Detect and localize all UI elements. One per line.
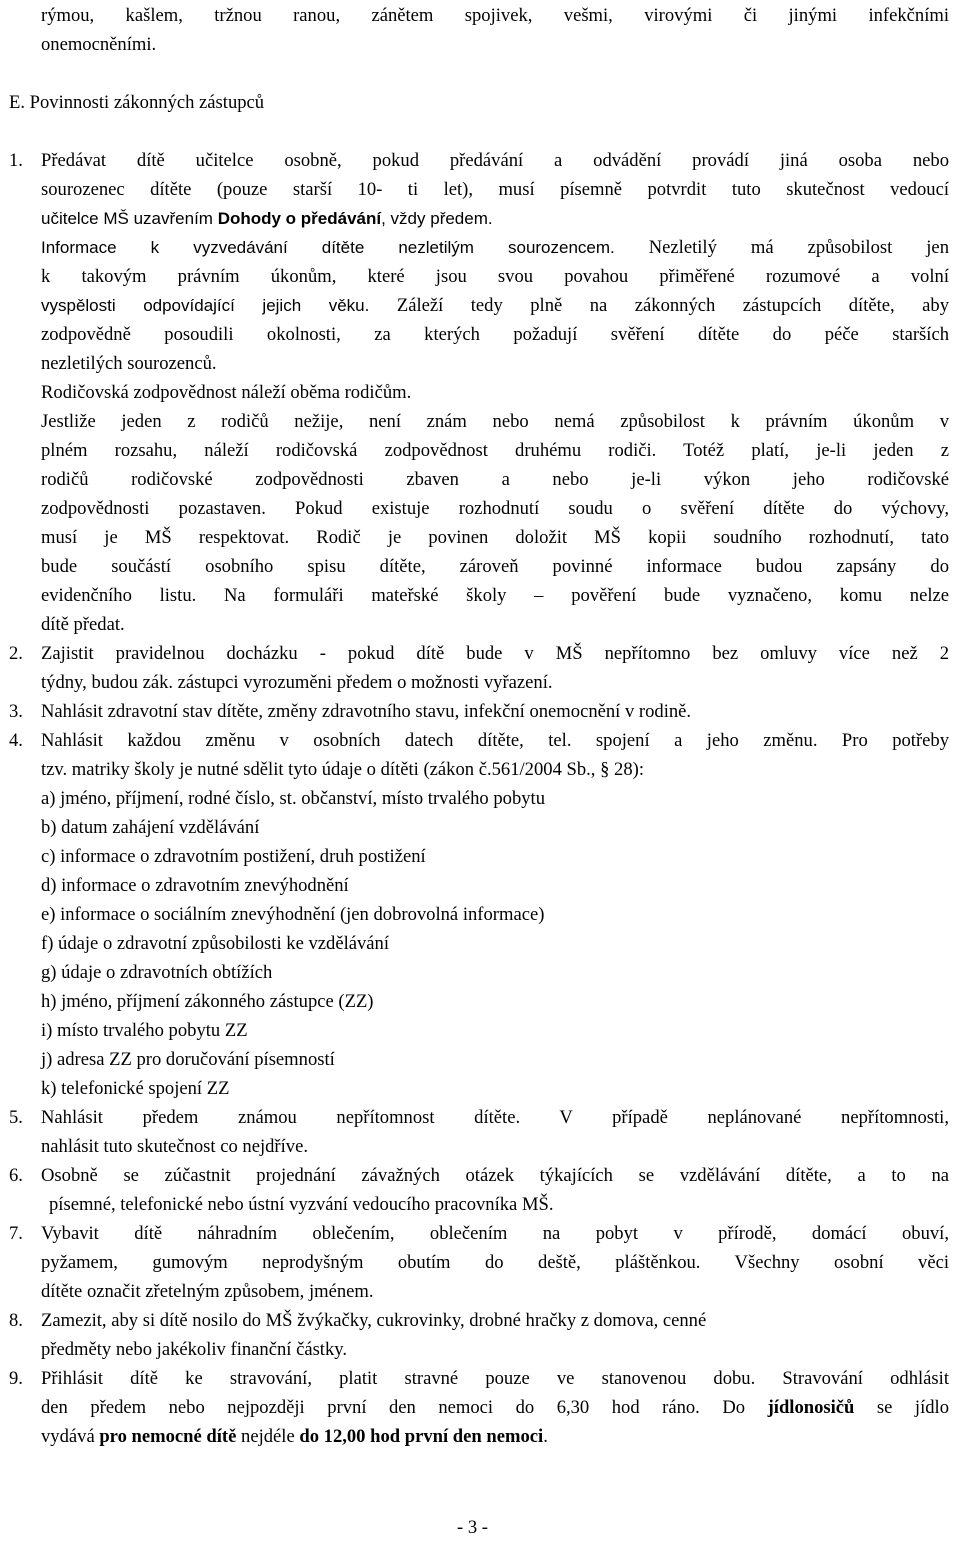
paragraph-line: Zamezit, aby si dítě nosilo do MŠ žvýkačky, cukrovinky, drobné hračky z domova, cenné [41,1310,707,1331]
paragraph-line: plném rozsahu, náleží rodičovská zodpovědnost druhému rodiči. Totéž platí, je-li jeden z [41,440,949,461]
text-span: Záleží tedy plně na zákonných zástupcích dítěte, aby [369,295,950,316]
item-number: 3. [9,701,23,722]
paragraph-line: předměty nebo jakékoliv finanční částky. [41,1339,348,1360]
text-span: se jídlo [854,1397,949,1418]
list-item: e) informace o sociálním znevýhodnění (jen dobrovolná informace) [41,904,545,925]
text-span: Informace k vyzvedávání dítěte nezletilým sourozencem. [41,238,615,257]
item-number: 9. [9,1368,23,1389]
paragraph-line [41,233,949,262]
paragraph-line: dítě předat. [41,614,125,635]
item-number: 7. [9,1223,23,1244]
paragraph-line [41,204,493,233]
paragraph-line: musí je MŠ respektovat. Rodič je povinen doložit MŠ kopii soudního rozhodnutí, tato [41,527,949,548]
paragraph-line: sourozenec dítěte (pouze starší 10- ti let), musí písemně potvrdit tuto skutečnost vedoucí [41,179,949,200]
text-span: nejdéle [236,1426,300,1447]
list-item: b) datum zahájení vzdělávání [41,817,260,838]
paragraph-line: bude součástí osobního spisu dítěte, zároveň povinné informace budou zapsány do [41,556,949,577]
text-span: učitelce MŠ uzavřením [41,209,218,228]
intro-line: rýmou, kašlem, tržnou ranou, zánětem spojivek, vešmi, virovými či jinými infekčními [41,5,949,26]
paragraph-line: Přihlásit dítě ke stravování, platit stravné pouze ve stanovenou dobu. Stravování odhlásit [41,1368,949,1389]
text-span: vydává [41,1426,100,1447]
text-span: den předem nebo nejpozději první den nemoci do 6,30 hod ráno. Do [41,1397,768,1418]
list-item: h) jméno, příjmení zákonného zástupce (ZZ) [41,991,374,1012]
list-item: c) informace o zdravotním postižení, druh postižení [41,846,426,867]
list-item: i) místo trvalého pobytu ZZ [41,1020,248,1041]
text-span: Nezletilý má způsobilost jen [614,237,949,258]
paragraph-line: zodpovědnosti pozastaven. Pokud existuje rozhodnutí soudu o svěření dítěte do výchovy, [41,498,949,519]
bold-text: Dohody o předávání [217,209,382,228]
paragraph-line: Předávat dítě učitelce osobně, pokud předávání a odvádění provádí jiná osoba nebo [41,150,949,171]
paragraph-line: k takovým právním úkonům, které jsou svou povahou přiměřené rozumové a volní [41,266,949,287]
paragraph-line: týdny, budou zák. zástupci vyrozuměni předem o možnosti vyřazení. [41,672,553,693]
page-number: - 3 - [457,1517,488,1538]
paragraph-line: Zajistit pravidelnou docházku - pokud dítě bude v MŠ nepřítomno bez omluvy více než 2 [41,643,949,664]
item-number: 5. [9,1107,23,1128]
paragraph-line: Osobně se zúčastnit projednání závažných otázek týkajících se vzdělávání dítěte, a to na [41,1165,949,1186]
item-number: 6. [9,1165,23,1186]
list-item: f) údaje o zdravotní způsobilosti ke vzdělávání [41,933,390,954]
paragraph-line: pyžamem, gumovým neprodyšným obutím do deště, pláštěnkou. Všechny osobní věci [41,1252,949,1273]
intro-line: onemocněními. [41,34,157,55]
paragraph-line: Rodičovská zodpovědnost náleží oběma rodičům. [41,382,412,403]
paragraph-line: písemné, telefonické nebo ústní vyzvání vedoucího pracovníka MŠ. [49,1194,554,1215]
list-item: d) informace o zdravotním znevýhodnění [41,875,349,896]
text-span: . [543,1426,548,1447]
bold-text: jídlonosičů [767,1397,855,1418]
paragraph-line: tzv. matriky školy je nutné sdělit tyto údaje o dítěti (zákon č.561/2004 Sb., § 28): [41,759,644,780]
paragraph-line: Nahlásit zdravotní stav dítěte, změny zdravotního stavu, infekční onemocnění v rodině. [41,701,692,722]
paragraph-line: Jestliže jeden z rodičů nežije, není znám nebo nemá způsobilost k právním úkonům v [41,411,949,432]
list-item: k) telefonické spojení ZZ [41,1078,230,1099]
paragraph-line: Vybavit dítě náhradním oblečením, oblečením na pobyt v přírodě, domácí obuví, [41,1223,949,1244]
item-number: 1. [9,150,23,171]
list-item: a) jméno, příjmení, rodné číslo, st. občanství, místo trvalého pobytu [41,788,546,809]
paragraph-line: nahlásit tuto skutečnost co nejdříve. [41,1136,308,1157]
section-title: E. Povinnosti zákonných zástupců [9,92,265,113]
list-item: j) adresa ZZ pro doručování písemností [41,1049,335,1070]
paragraph-line: zodpovědně posoudili okolnosti, za kterých požadují svěření dítěte do péče starších [41,324,949,345]
paragraph-line: Nahlásit každou změnu v osobních datech dítěte, tel. spojení a jeho změnu. Pro potřeby [41,730,949,751]
bold-text: do 12,00 hod první den nemoci [299,1426,544,1447]
paragraph-line: rodičů rodičovské zodpovědnosti zbaven a nebo je-li výkon jeho rodičovské [41,469,949,490]
bold-text: pro nemocné dítě [99,1426,237,1447]
paragraph-line: evidenčního listu. Na formuláři mateřské školy – pověření bude vyznačeno, komu nelze [41,585,949,606]
text-span: , vždy předem. [381,209,493,228]
text-span: vyspělosti odpovídající jejich věku. [41,296,370,315]
paragraph-line [41,1393,949,1422]
paragraph-line [41,1422,548,1451]
item-number: 8. [9,1310,23,1331]
paragraph-line: nezletilých sourozenců. [41,353,217,374]
paragraph-line: dítěte označit zřetelným způsobem, jménem. [41,1281,374,1302]
item-number: 4. [9,730,23,751]
paragraph-line [41,291,949,320]
list-item: g) údaje o zdravotních obtížích [41,962,273,983]
paragraph-line: Nahlásit předem známou nepřítomnost dítěte. V případě neplánované nepřítomnosti, [41,1107,949,1128]
item-number: 2. [9,643,23,664]
